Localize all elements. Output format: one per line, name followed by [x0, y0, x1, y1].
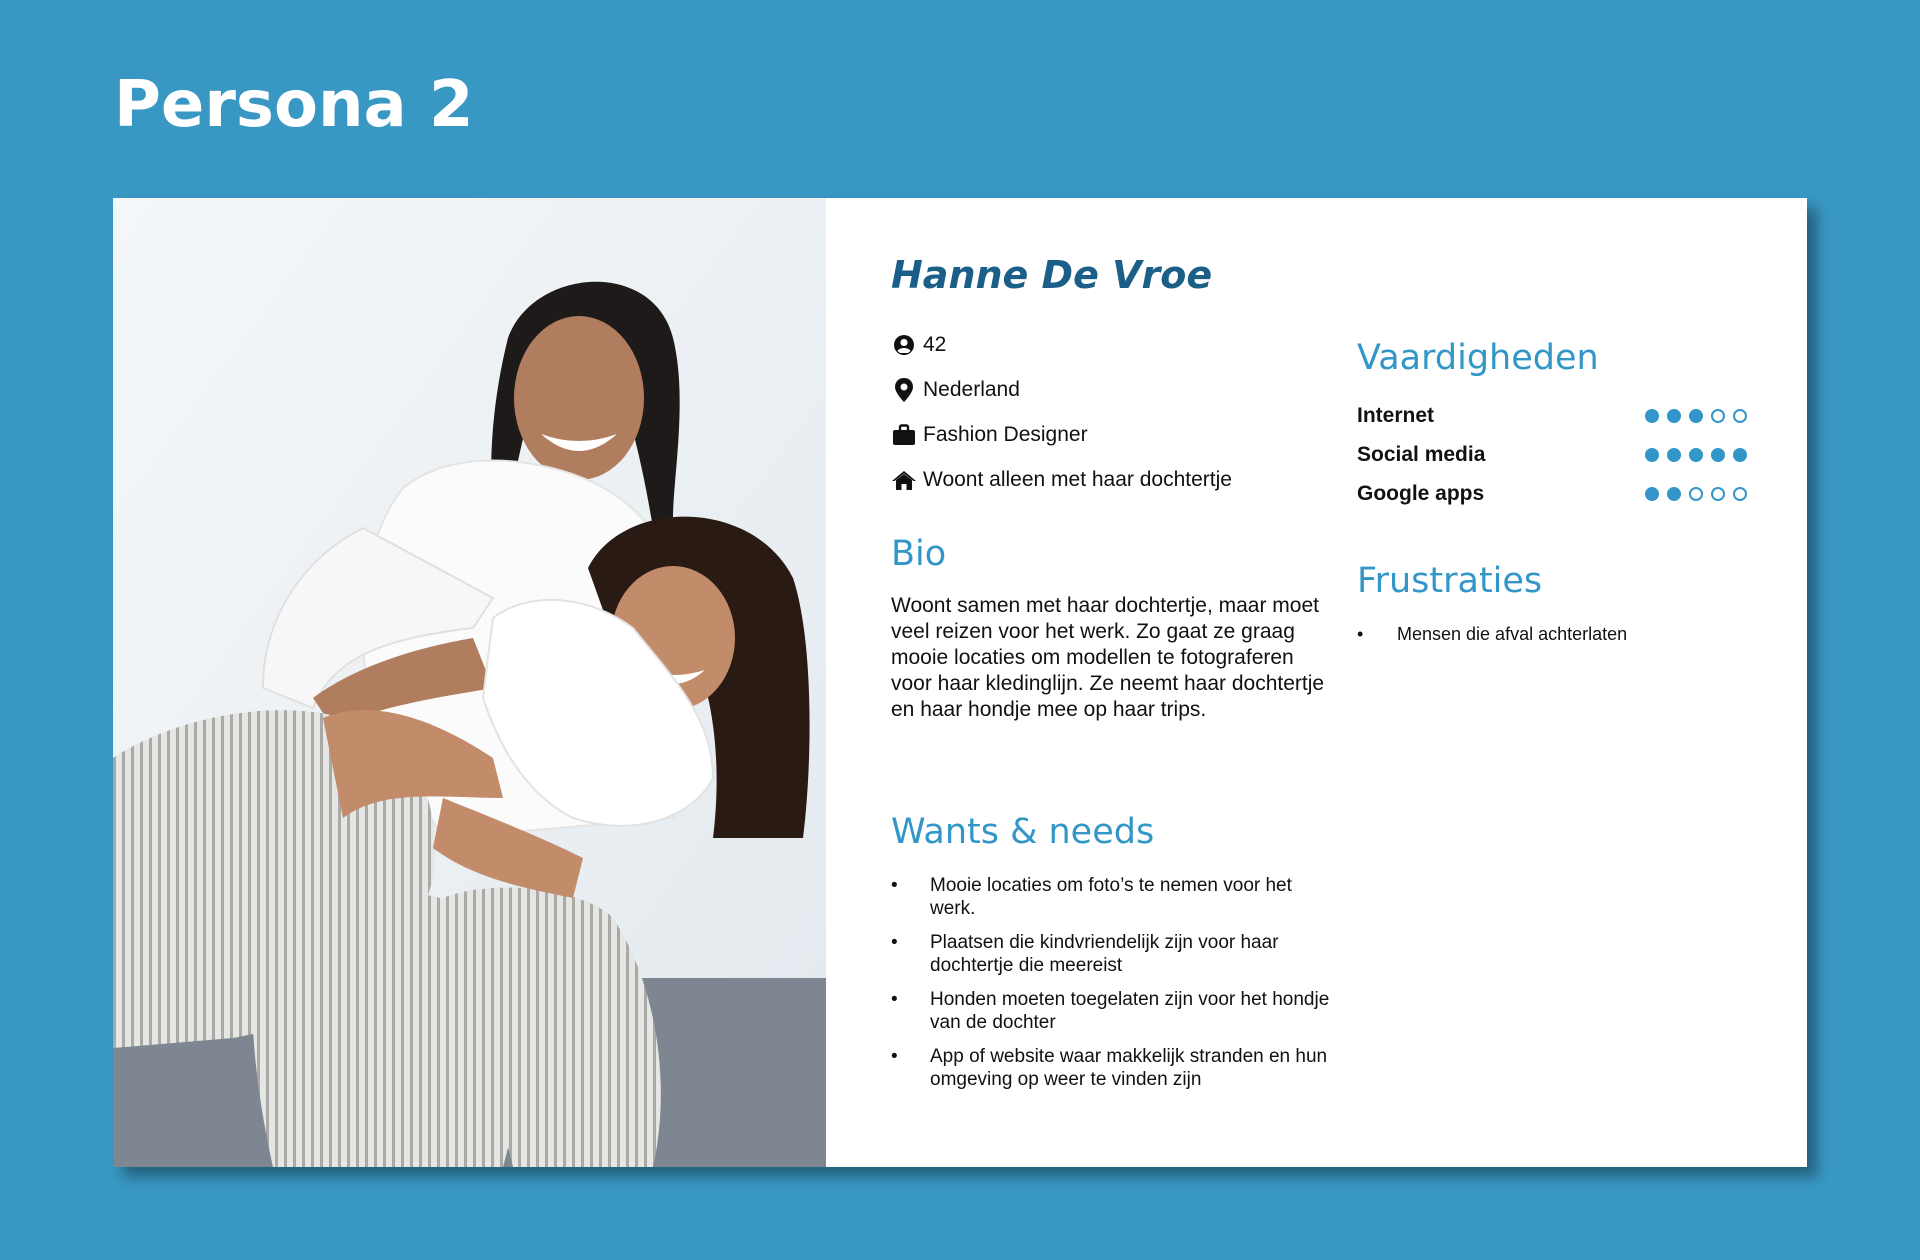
- home-icon: [891, 467, 917, 493]
- rating-dot-filled: [1667, 487, 1681, 501]
- bullet-icon: •: [891, 875, 898, 896]
- frustrations-list: [1357, 623, 1777, 657]
- skill-label: Internet: [1357, 403, 1435, 427]
- fact-location: [891, 375, 1331, 405]
- bullet-icon: •: [891, 1046, 898, 1067]
- skill-label: Social media: [1357, 442, 1486, 466]
- rating-dot-filled: [1689, 409, 1703, 423]
- skill-label: Google apps: [1357, 481, 1485, 505]
- skill-row: [1357, 396, 1747, 435]
- rating-dot-filled: [1667, 409, 1681, 423]
- fact-job-text: Fashion Designer: [923, 423, 1088, 446]
- skill-row: [1357, 474, 1747, 513]
- skill-rating: [1637, 409, 1747, 423]
- skills-list: [1357, 396, 1747, 513]
- list-item: • App of website waar makkelijk stranden en hun omgeving op weer te vinden zijn: [891, 1046, 1328, 1090]
- fact-household: [891, 465, 1331, 495]
- wants-heading: Wants & needs: [891, 812, 1155, 852]
- rating-dot-filled: [1645, 409, 1659, 423]
- rating-dot-filled: [1645, 487, 1659, 501]
- list-item: • Honden moeten toegelaten zijn voor het hondje van de dochter: [891, 989, 1330, 1033]
- skills-heading: Vaardigheden: [1357, 338, 1599, 378]
- rating-dot-filled: [1689, 448, 1703, 462]
- rating-dot-filled: [1645, 448, 1659, 462]
- rating-dot-empty: [1733, 409, 1747, 423]
- list-item: • Plaatsen die kindvriendelijk zijn voor haar dochtertje die meereist: [891, 932, 1279, 976]
- persona-card: [113, 198, 1807, 1167]
- fact-age: [891, 330, 1331, 360]
- list-item: • Mensen die afval achterlaten: [1357, 624, 1628, 644]
- persona-facts: [891, 330, 1331, 510]
- bullet-icon: •: [891, 932, 898, 953]
- rating-dot-filled: [1711, 448, 1725, 462]
- rating-dot-empty: [1711, 409, 1725, 423]
- page-title: Persona 2: [114, 68, 474, 142]
- user-circle-icon: [891, 332, 917, 358]
- rating-dot-filled: [1733, 448, 1747, 462]
- briefcase-icon: [891, 422, 917, 448]
- rating-dot-empty: [1711, 487, 1725, 501]
- persona-content: [113, 198, 1807, 1167]
- persona-name: Hanne De Vroe: [891, 253, 1213, 297]
- bullet-icon: •: [1357, 624, 1364, 644]
- location-pin-icon: [891, 377, 917, 403]
- rating-dot-empty: [1689, 487, 1703, 501]
- wants-list: [891, 874, 1331, 1102]
- rating-dot-empty: [1733, 487, 1747, 501]
- fact-job: [891, 420, 1331, 450]
- fact-age-text: 42: [923, 333, 947, 356]
- rating-dot-filled: [1667, 448, 1681, 462]
- bio-heading: Bio: [891, 534, 947, 574]
- frustrations-heading: Frustraties: [1357, 561, 1543, 601]
- fact-location-text: Nederland: [923, 378, 1020, 401]
- skill-row: [1357, 435, 1747, 474]
- fact-household-text: Woont alleen met haar dochtertje: [923, 468, 1232, 491]
- bio-text: Woont samen met haar dochtertje, maar moet veel reizen voor het werk. Zo gaat ze graag mooie locaties om modellen te fotograferen voor haar kledinglijn. Ze neemt haar dochtertje en haar hondje mee op haar trips.: [891, 594, 1325, 721]
- bullet-icon: •: [891, 989, 898, 1010]
- list-item: • Mooie locaties om foto’s te nemen voor het werk.: [891, 875, 1292, 919]
- skill-rating: [1637, 487, 1747, 501]
- skill-rating: [1637, 448, 1747, 462]
